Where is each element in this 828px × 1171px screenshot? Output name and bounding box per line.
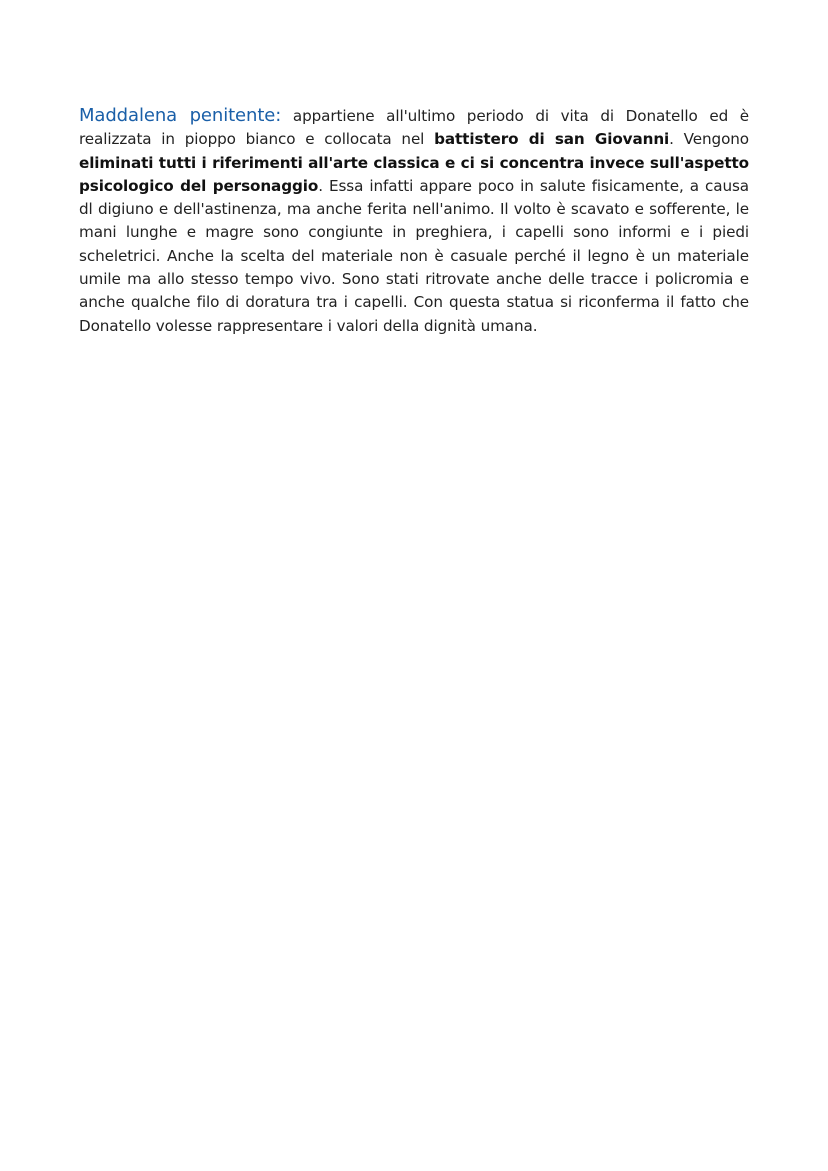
paragraph-text-2: . Vengono	[669, 130, 749, 149]
paragraph-text-1: appartiene all'ultimo periodo di vita di Donatello ed è realizzata in pioppo bianco e collocata nel	[79, 107, 749, 149]
section-heading: Maddalena penitente:	[79, 105, 282, 126]
emphasis-key-idea: eliminati tutti i riferimenti all'arte classica e ci si concentra invece sull'aspetto psicologico del personaggio	[79, 153, 749, 195]
emphasis-location: battistero di san Giovanni	[434, 130, 670, 149]
paragraph-text-3: . Essa infatti appare poco in salute fisicamente, a causa dl digiuno e dell'astinenza, ma anche ferita nell'animo. Il volto è scavato e sofferente, le mani lunghe e magre sono congiunte in preghiera, i capelli sono informi e i piedi scheletrici. Anche la scelta del materiale non è casuale perché il legno è un materiale umile ma allo stesso tempo vivo. Sono stati ritrovate anche delle tracce i policromia e anche qualche filo di doratura tra i capelli. Con questa statua si riconferma il fatto che Donatello volesse rappresentare i valori della dignità umana.	[79, 176, 749, 335]
body-paragraph	[79, 104, 749, 338]
